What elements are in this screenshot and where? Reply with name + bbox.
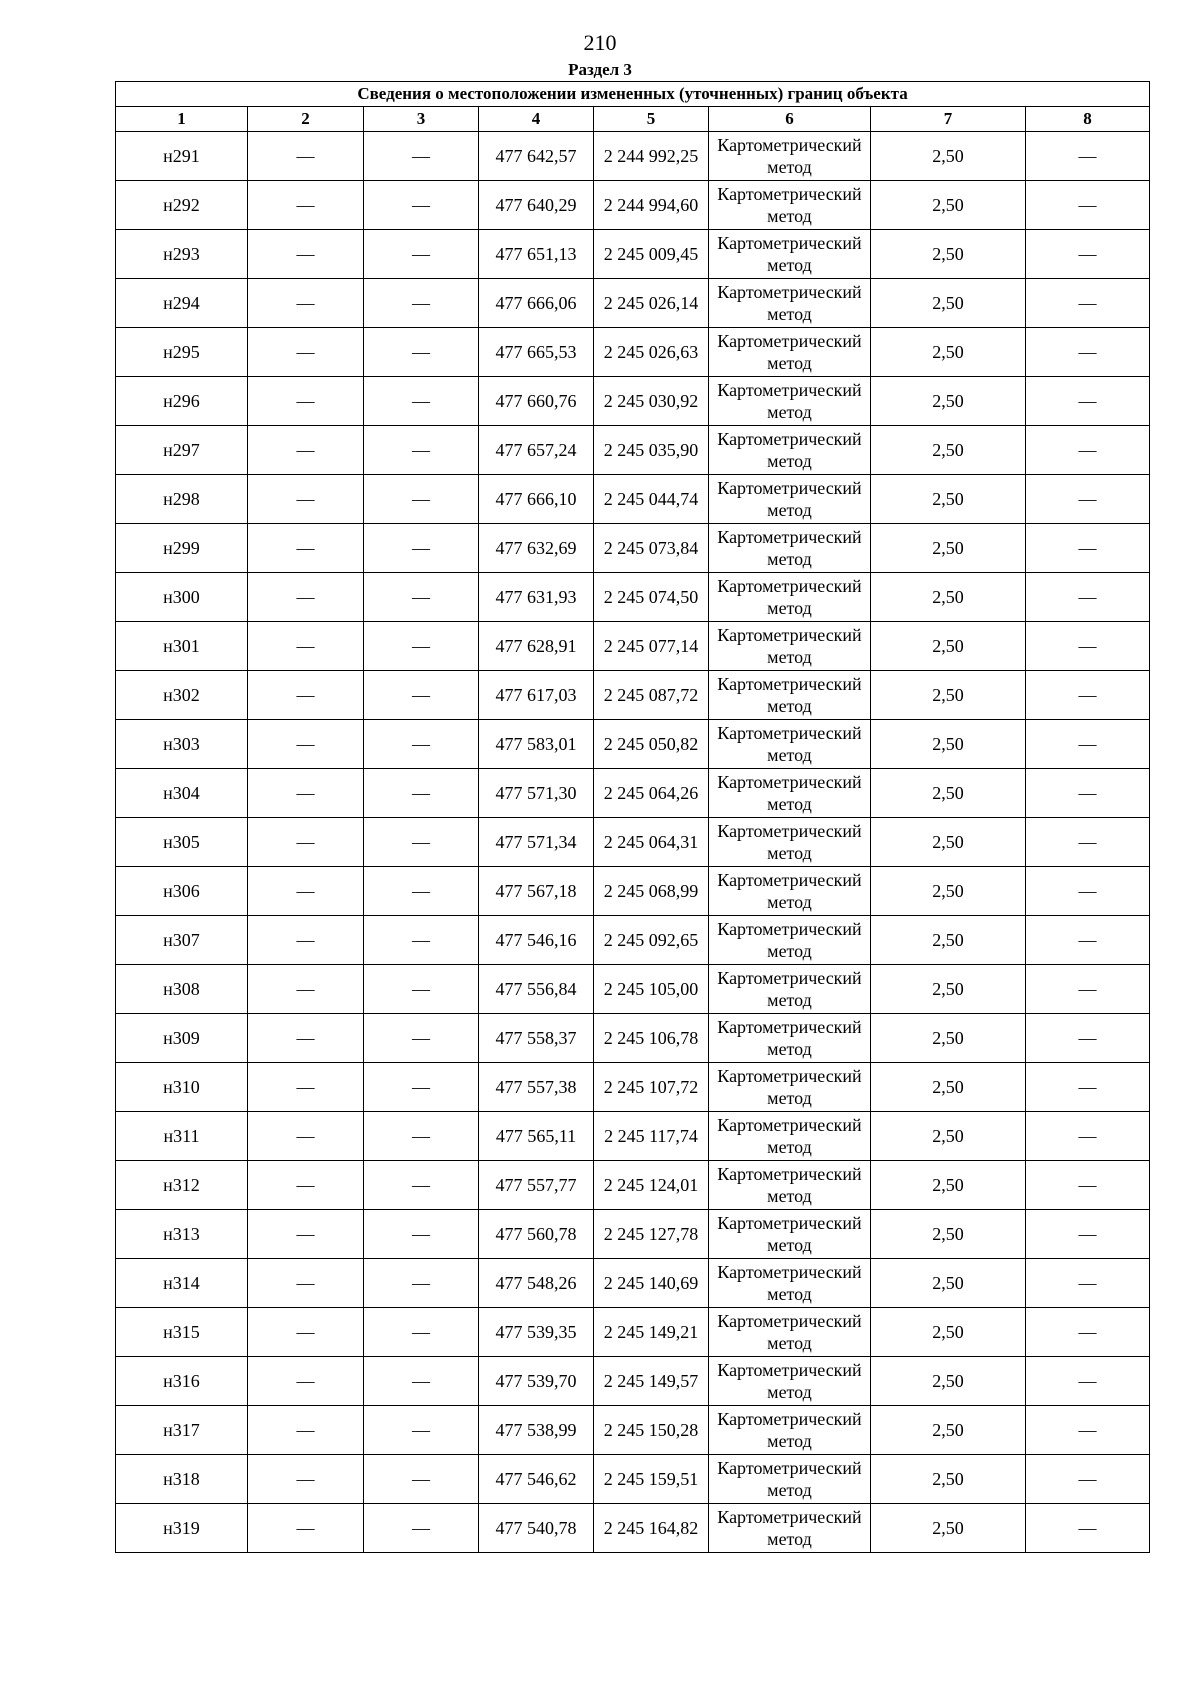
table-cell-col6: Картометрический метод [709, 1210, 871, 1259]
table-cell-col6: Картометрический метод [709, 328, 871, 377]
table-cell-col8: — [1026, 867, 1150, 916]
table-cell-col2: — [248, 181, 364, 230]
table-row [116, 1161, 1150, 1210]
table-cell-col7: 2,50 [871, 1406, 1026, 1455]
table-cell-col5: 2 245 092,65 [594, 916, 709, 965]
table-cell-col3: — [364, 720, 479, 769]
table-cell-col8: — [1026, 1308, 1150, 1357]
table-cell-col8: — [1026, 1455, 1150, 1504]
table-cell-col6: Картометрический метод [709, 1063, 871, 1112]
table-row [116, 524, 1150, 573]
table-cell-col3: — [364, 1014, 479, 1063]
column-header-1: 1 [116, 107, 248, 132]
table-cell-col2: — [248, 1063, 364, 1112]
table-cell-col4: 477 665,53 [479, 328, 594, 377]
table-cell-col6: Картометрический метод [709, 965, 871, 1014]
table-cell-col1: н300 [116, 573, 248, 622]
table-cell-col3: — [364, 1504, 479, 1553]
table-row [116, 1406, 1150, 1455]
table-cell-col2: — [248, 671, 364, 720]
table-cell-col4: 477 666,10 [479, 475, 594, 524]
table-cell-col2: — [248, 524, 364, 573]
table-row [116, 1210, 1150, 1259]
table-row [116, 1063, 1150, 1112]
table-cell-col1: н295 [116, 328, 248, 377]
table-cell-col8: — [1026, 1357, 1150, 1406]
table-cell-col5: 2 245 026,63 [594, 328, 709, 377]
table-cell-col7: 2,50 [871, 524, 1026, 573]
table-cell-col7: 2,50 [871, 818, 1026, 867]
table-row [116, 965, 1150, 1014]
table-cell-col1: н293 [116, 230, 248, 279]
table-cell-col8: — [1026, 1406, 1150, 1455]
table-caption: Сведения о местоположении измененных (уточненных) границ объекта [116, 82, 1150, 107]
column-header-7: 7 [871, 107, 1026, 132]
table-cell-col2: — [248, 769, 364, 818]
table-cell-col6: Картометрический метод [709, 720, 871, 769]
table-cell-col8: — [1026, 1112, 1150, 1161]
table-cell-col5: 2 245 077,14 [594, 622, 709, 671]
table-body [116, 132, 1150, 1553]
table-cell-col3: — [364, 524, 479, 573]
table-cell-col6: Картометрический метод [709, 1406, 871, 1455]
table-cell-col7: 2,50 [871, 181, 1026, 230]
table-cell-col2: — [248, 1112, 364, 1161]
table-cell-col4: 477 660,76 [479, 377, 594, 426]
table-cell-col3: — [364, 475, 479, 524]
table-row [116, 1112, 1150, 1161]
table-cell-col7: 2,50 [871, 916, 1026, 965]
table-cell-col2: — [248, 1014, 364, 1063]
table-cell-col7: 2,50 [871, 1063, 1026, 1112]
table-cell-col4: 477 560,78 [479, 1210, 594, 1259]
table-cell-col7: 2,50 [871, 132, 1026, 181]
table-cell-col1: н304 [116, 769, 248, 818]
table-cell-col4: 477 548,26 [479, 1259, 594, 1308]
table-cell-col5: 2 244 994,60 [594, 181, 709, 230]
table-cell-col3: — [364, 1210, 479, 1259]
table-cell-col6: Картометрический метод [709, 132, 871, 181]
table-cell-col3: — [364, 1455, 479, 1504]
table-cell-col1: н296 [116, 377, 248, 426]
table-cell-col5: 2 245 050,82 [594, 720, 709, 769]
column-header-4: 4 [479, 107, 594, 132]
table-row [116, 328, 1150, 377]
table-row [116, 132, 1150, 181]
table-cell-col3: — [364, 965, 479, 1014]
table-cell-col3: — [364, 1357, 479, 1406]
table-cell-col3: — [364, 230, 479, 279]
table-cell-col4: 477 540,78 [479, 1504, 594, 1553]
table-cell-col7: 2,50 [871, 328, 1026, 377]
table-cell-col1: н311 [116, 1112, 248, 1161]
table-cell-col1: н318 [116, 1455, 248, 1504]
table-cell-col1: н313 [116, 1210, 248, 1259]
table-cell-col7: 2,50 [871, 230, 1026, 279]
table-cell-col3: — [364, 622, 479, 671]
table-cell-col5: 2 245 164,82 [594, 1504, 709, 1553]
table-cell-col8: — [1026, 671, 1150, 720]
table-cell-col7: 2,50 [871, 622, 1026, 671]
table-cell-col6: Картометрический метод [709, 769, 871, 818]
table-row [116, 818, 1150, 867]
table-cell-col3: — [364, 1308, 479, 1357]
column-header-8: 8 [1026, 107, 1150, 132]
table-cell-col3: — [364, 377, 479, 426]
table-cell-col5: 2 245 124,01 [594, 1161, 709, 1210]
table-cell-col1: н303 [116, 720, 248, 769]
table-cell-col2: — [248, 818, 364, 867]
table-cell-col2: — [248, 1455, 364, 1504]
table-row [116, 622, 1150, 671]
table-cell-col6: Картометрический метод [709, 867, 871, 916]
table-cell-col7: 2,50 [871, 1014, 1026, 1063]
table-cell-col8: — [1026, 1161, 1150, 1210]
table-cell-col5: 2 245 064,31 [594, 818, 709, 867]
table-cell-col4: 477 666,06 [479, 279, 594, 328]
table-cell-col1: н309 [116, 1014, 248, 1063]
table-row [116, 1504, 1150, 1553]
table-cell-col8: — [1026, 132, 1150, 181]
table-cell-col7: 2,50 [871, 377, 1026, 426]
table-cell-col7: 2,50 [871, 426, 1026, 475]
table-cell-col8: — [1026, 1014, 1150, 1063]
table-cell-col5: 2 245 030,92 [594, 377, 709, 426]
table-cell-col3: — [364, 1161, 479, 1210]
table-cell-col8: — [1026, 1210, 1150, 1259]
table-cell-col7: 2,50 [871, 671, 1026, 720]
table-cell-col2: — [248, 622, 364, 671]
table-row [116, 720, 1150, 769]
table-row [116, 1357, 1150, 1406]
table-cell-col4: 477 539,35 [479, 1308, 594, 1357]
table-cell-col1: н305 [116, 818, 248, 867]
table-cell-col2: — [248, 1504, 364, 1553]
table-cell-col4: 477 539,70 [479, 1357, 594, 1406]
table-cell-col8: — [1026, 377, 1150, 426]
table-cell-col5: 2 245 140,69 [594, 1259, 709, 1308]
table-cell-col8: — [1026, 230, 1150, 279]
table-cell-col7: 2,50 [871, 1504, 1026, 1553]
table-cell-col1: н294 [116, 279, 248, 328]
table-cell-col1: н292 [116, 181, 248, 230]
table-cell-col8: — [1026, 573, 1150, 622]
table-cell-col1: н299 [116, 524, 248, 573]
table-cell-col5: 2 245 035,90 [594, 426, 709, 475]
table-cell-col2: — [248, 1161, 364, 1210]
table-cell-col1: н317 [116, 1406, 248, 1455]
table-cell-col5: 2 244 992,25 [594, 132, 709, 181]
table-cell-col1: н301 [116, 622, 248, 671]
table-cell-col8: — [1026, 426, 1150, 475]
table-cell-col5: 2 245 044,74 [594, 475, 709, 524]
table-cell-col2: — [248, 230, 364, 279]
table-row [116, 475, 1150, 524]
table-cell-col4: 477 546,62 [479, 1455, 594, 1504]
table-cell-col1: н319 [116, 1504, 248, 1553]
table-cell-col2: — [248, 916, 364, 965]
column-header-2: 2 [248, 107, 364, 132]
table-cell-col4: 477 546,16 [479, 916, 594, 965]
table-cell-col4: 477 538,99 [479, 1406, 594, 1455]
table-cell-col7: 2,50 [871, 1357, 1026, 1406]
table-cell-col3: — [364, 181, 479, 230]
table-cell-col2: — [248, 1308, 364, 1357]
table-cell-col1: н316 [116, 1357, 248, 1406]
table-cell-col3: — [364, 1406, 479, 1455]
table-cell-col6: Картометрический метод [709, 279, 871, 328]
table-cell-col2: — [248, 1210, 364, 1259]
table-cell-col1: н315 [116, 1308, 248, 1357]
table-cell-col4: 477 617,03 [479, 671, 594, 720]
table-cell-col3: — [364, 1063, 479, 1112]
table-cell-col1: н298 [116, 475, 248, 524]
table-cell-col3: — [364, 671, 479, 720]
table-cell-col6: Картометрический метод [709, 1112, 871, 1161]
table-cell-col8: — [1026, 328, 1150, 377]
table-cell-col6: Картометрический метод [709, 230, 871, 279]
table-cell-col7: 2,50 [871, 720, 1026, 769]
table-cell-col6: Картометрический метод [709, 1455, 871, 1504]
table-cell-col7: 2,50 [871, 1308, 1026, 1357]
table-cell-col8: — [1026, 818, 1150, 867]
table-cell-col7: 2,50 [871, 867, 1026, 916]
table-cell-col2: — [248, 867, 364, 916]
table-cell-col4: 477 583,01 [479, 720, 594, 769]
table-cell-col4: 477 651,13 [479, 230, 594, 279]
table-cell-col4: 477 558,37 [479, 1014, 594, 1063]
table-cell-col1: н314 [116, 1259, 248, 1308]
table-cell-col1: н307 [116, 916, 248, 965]
table-cell-col7: 2,50 [871, 573, 1026, 622]
table-cell-col6: Картометрический метод [709, 181, 871, 230]
table-cell-col7: 2,50 [871, 475, 1026, 524]
table-cell-col6: Картометрический метод [709, 1161, 871, 1210]
table-cell-col2: — [248, 1259, 364, 1308]
table-cell-col8: — [1026, 622, 1150, 671]
table-row [116, 1014, 1150, 1063]
table-cell-col2: — [248, 720, 364, 769]
table-row [116, 769, 1150, 818]
table-cell-col1: н297 [116, 426, 248, 475]
table-cell-col2: — [248, 279, 364, 328]
table-cell-col3: — [364, 818, 479, 867]
table-cell-col2: — [248, 475, 364, 524]
table-cell-col5: 2 245 149,57 [594, 1357, 709, 1406]
table-cell-col2: — [248, 426, 364, 475]
table-cell-col3: — [364, 426, 479, 475]
table-cell-col6: Картометрический метод [709, 622, 871, 671]
table-cell-col6: Картометрический метод [709, 916, 871, 965]
page-number: 210 [583, 30, 617, 55]
table-cell-col3: — [364, 328, 479, 377]
table-cell-col5: 2 245 150,28 [594, 1406, 709, 1455]
table-cell-col5: 2 245 026,14 [594, 279, 709, 328]
table-cell-col7: 2,50 [871, 1259, 1026, 1308]
table-cell-col6: Картометрический метод [709, 818, 871, 867]
table-cell-col4: 477 631,93 [479, 573, 594, 622]
table-cell-col8: — [1026, 1259, 1150, 1308]
table-cell-col8: — [1026, 1063, 1150, 1112]
table-row [116, 671, 1150, 720]
table-cell-col5: 2 245 087,72 [594, 671, 709, 720]
table-cell-col8: — [1026, 181, 1150, 230]
table-cell-col5: 2 245 159,51 [594, 1455, 709, 1504]
table-row [116, 867, 1150, 916]
table-row [116, 1259, 1150, 1308]
table-row [116, 181, 1150, 230]
table-row [116, 1308, 1150, 1357]
table-cell-col6: Картометрический метод [709, 671, 871, 720]
table-cell-col5: 2 245 009,45 [594, 230, 709, 279]
table-cell-col6: Картометрический метод [709, 1259, 871, 1308]
table-cell-col8: — [1026, 524, 1150, 573]
table-row [116, 916, 1150, 965]
table-cell-col8: — [1026, 475, 1150, 524]
table-cell-col1: н312 [116, 1161, 248, 1210]
table-cell-col4: 477 556,84 [479, 965, 594, 1014]
table-cell-col5: 2 245 106,78 [594, 1014, 709, 1063]
table-cell-col8: — [1026, 965, 1150, 1014]
table-cell-col5: 2 245 073,84 [594, 524, 709, 573]
table-cell-col8: — [1026, 769, 1150, 818]
table-cell-col4: 477 557,77 [479, 1161, 594, 1210]
table-row [116, 426, 1150, 475]
table-cell-col2: — [248, 328, 364, 377]
table-cell-col6: Картометрический метод [709, 1014, 871, 1063]
table-cell-col4: 477 571,30 [479, 769, 594, 818]
table-row [116, 279, 1150, 328]
table-row [116, 377, 1150, 426]
table-cell-col7: 2,50 [871, 1455, 1026, 1504]
table-row [116, 573, 1150, 622]
table-cell-col2: — [248, 1406, 364, 1455]
table-cell-col3: — [364, 1112, 479, 1161]
table-cell-col4: 477 642,57 [479, 132, 594, 181]
table-cell-col8: — [1026, 1504, 1150, 1553]
table-cell-col2: — [248, 965, 364, 1014]
table-cell-col7: 2,50 [871, 1161, 1026, 1210]
table-cell-col4: 477 628,91 [479, 622, 594, 671]
table-cell-col2: — [248, 573, 364, 622]
table-cell-col3: — [364, 916, 479, 965]
table-cell-col8: — [1026, 279, 1150, 328]
table-cell-col5: 2 245 149,21 [594, 1308, 709, 1357]
table-cell-col3: — [364, 867, 479, 916]
table-cell-col4: 477 640,29 [479, 181, 594, 230]
table-cell-col1: н291 [116, 132, 248, 181]
table-cell-col4: 477 657,24 [479, 426, 594, 475]
column-header-3: 3 [364, 107, 479, 132]
table-row [116, 1455, 1150, 1504]
table-cell-col3: — [364, 769, 479, 818]
table-cell-col7: 2,50 [871, 1210, 1026, 1259]
table-cell-col3: — [364, 132, 479, 181]
table-cell-col7: 2,50 [871, 279, 1026, 328]
table-cell-col8: — [1026, 916, 1150, 965]
table-cell-col2: — [248, 1357, 364, 1406]
table-cell-col1: н308 [116, 965, 248, 1014]
table-cell-col5: 2 245 127,78 [594, 1210, 709, 1259]
table-cell-col5: 2 245 107,72 [594, 1063, 709, 1112]
table-cell-col6: Картометрический метод [709, 1308, 871, 1357]
table-cell-col1: н310 [116, 1063, 248, 1112]
boundary-table [115, 81, 1150, 1553]
table-cell-col6: Картометрический метод [709, 1504, 871, 1553]
table-cell-col2: — [248, 377, 364, 426]
table-row [116, 230, 1150, 279]
table-cell-col1: н306 [116, 867, 248, 916]
table-cell-col4: 477 565,11 [479, 1112, 594, 1161]
table-cell-col5: 2 245 105,00 [594, 965, 709, 1014]
table-cell-col5: 2 245 117,74 [594, 1112, 709, 1161]
table-cell-col4: 477 571,34 [479, 818, 594, 867]
table-cell-col4: 477 567,18 [479, 867, 594, 916]
table-cell-col8: — [1026, 720, 1150, 769]
table-cell-col5: 2 245 074,50 [594, 573, 709, 622]
table-cell-col1: н302 [116, 671, 248, 720]
table-cell-col5: 2 245 064,26 [594, 769, 709, 818]
table-cell-col6: Картометрический метод [709, 377, 871, 426]
table-cell-col3: — [364, 1259, 479, 1308]
table-cell-col7: 2,50 [871, 769, 1026, 818]
table-cell-col6: Картометрический метод [709, 475, 871, 524]
table-cell-col5: 2 245 068,99 [594, 867, 709, 916]
table-cell-col2: — [248, 132, 364, 181]
table-cell-col4: 477 557,38 [479, 1063, 594, 1112]
column-header-row [116, 107, 1150, 132]
column-header-6: 6 [709, 107, 871, 132]
table-cell-col6: Картометрический метод [709, 1357, 871, 1406]
table-cell-col4: 477 632,69 [479, 524, 594, 573]
table-cell-col3: — [364, 573, 479, 622]
table-cell-col6: Картометрический метод [709, 573, 871, 622]
table-cell-col7: 2,50 [871, 965, 1026, 1014]
table-cell-col7: 2,50 [871, 1112, 1026, 1161]
table-cell-col3: — [364, 279, 479, 328]
table-cell-col6: Картометрический метод [709, 524, 871, 573]
section-title: Раздел 3 [568, 60, 632, 79]
column-header-5: 5 [594, 107, 709, 132]
table-cell-col6: Картометрический метод [709, 426, 871, 475]
